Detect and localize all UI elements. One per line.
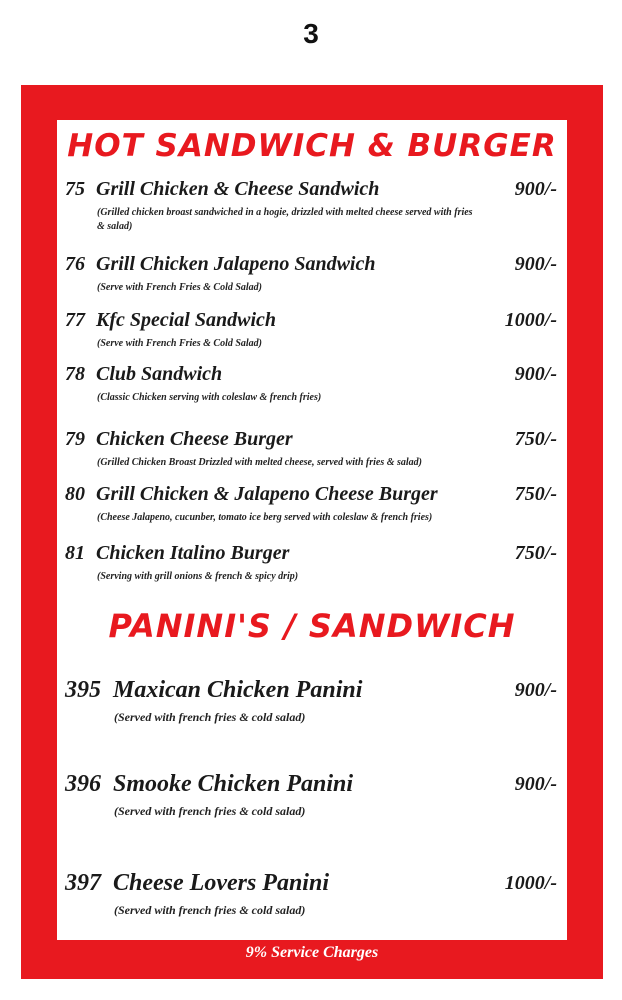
item-number: 396 [65,771,101,797]
item-description: (Served with french fries & cold salad) [114,903,306,917]
section-title-panini: PANINI'S / SANDWICH [108,607,516,645]
item-description: (Grilled chicken broast sandwiched in a hogie, drizzled with melted cheese served with fries & salad) [97,207,473,232]
item-price: 900/- [514,178,557,200]
service-charge-note: 9% Service Charges [245,944,379,961]
item-description: (Serve with French Fries & Cold Salad) [97,338,263,349]
item-price: 900/- [514,363,557,385]
item-price: 750/- [514,483,557,505]
item-price: 750/- [514,542,557,564]
item-number: 80 [65,483,85,505]
item-price: 900/- [514,679,557,701]
item-price: 1000/- [504,309,557,331]
item-number: 76 [65,253,85,275]
item-price: 900/- [514,773,557,795]
item-name: Maxican Chicken Panini [113,677,363,703]
item-price: 1000/- [504,872,557,894]
item-name: Chicken Cheese Burger [96,428,293,450]
item-name: Grill Chicken & Cheese Sandwich [96,178,380,200]
item-number: 397 [65,870,101,896]
item-description: (Grilled Chicken Broast Drizzled with melted cheese, served with fries & salad) [97,457,422,468]
item-number: 77 [65,309,85,331]
page-number: 3 [303,18,319,49]
item-number: 75 [65,178,85,200]
item-name: Smooke Chicken Panini [113,771,354,797]
item-description: (Serve with French Fries & Cold Salad) [97,282,263,293]
item-price: 750/- [514,428,557,450]
item-description: (Serving with grill onions & french & spicy drip) [97,571,299,582]
item-description: (Served with french fries & cold salad) [114,804,306,818]
item-name: Kfc Special Sandwich [96,309,277,331]
item-name: Grill Chicken Jalapeno Sandwich [96,253,376,275]
menu-panel [57,120,567,940]
item-name: Cheese Lovers Panini [113,870,329,896]
section-title-hot-sandwich: HOT SANDWICH & BURGER [67,128,557,164]
item-price: 900/- [514,253,557,275]
item-number: 81 [65,542,85,564]
item-description: (Served with french fries & cold salad) [114,710,306,724]
item-name: Club Sandwich [96,363,223,385]
item-name: Grill Chicken & Jalapeno Cheese Burger [96,483,438,505]
item-name: Chicken Italino Burger [96,542,290,564]
item-description: (Cheese Jalapeno, cucunber, tomato ice berg served with coleslaw & french fries) [97,512,433,523]
item-number: 395 [65,677,101,703]
item-number: 79 [65,428,85,450]
item-description: (Classic Chicken serving with coleslaw & french fries) [97,392,322,403]
item-number: 78 [65,363,85,385]
